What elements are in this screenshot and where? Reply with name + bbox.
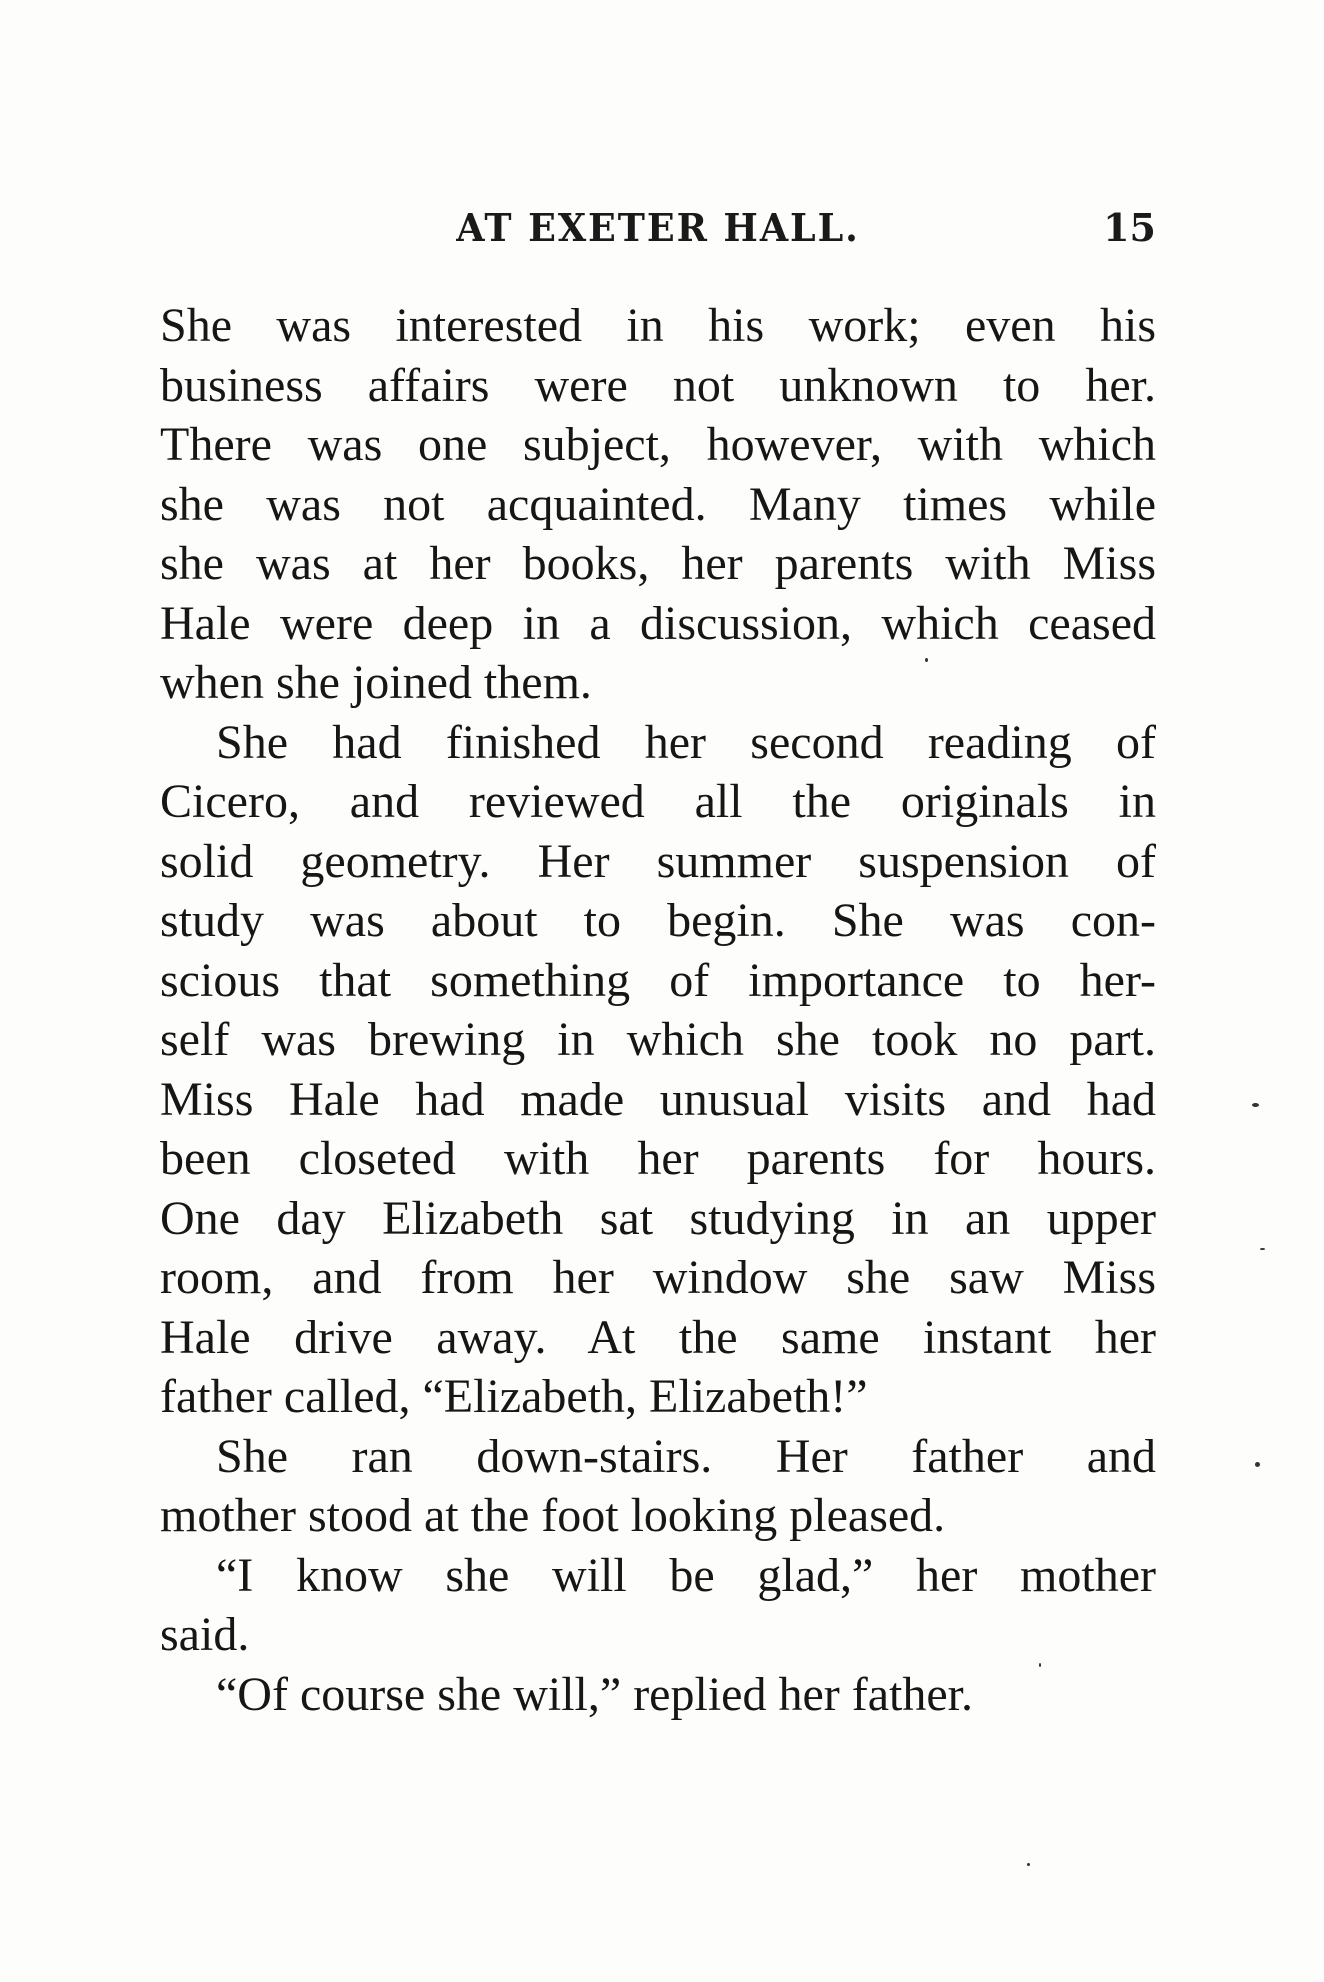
text-line: There was one subject, however, with which <box>160 418 1156 471</box>
text-line: Hale were deep in a discussion, which ceased <box>160 596 1156 650</box>
text-line: she was at her books, her parents with Miss <box>160 537 1156 590</box>
text-line: self was brewing in which she took no part. <box>160 1013 1156 1066</box>
ink-speck <box>1027 1863 1030 1866</box>
text-line: She was interested in his work; even his <box>160 299 1156 352</box>
text-line: been closeted with her parents for hours. <box>160 1132 1156 1185</box>
page-header <box>160 205 1156 265</box>
page-number: 15 <box>1103 205 1156 250</box>
text-line: mother stood at the foot looking pleased. <box>160 1489 946 1542</box>
text-line: when she joined them. <box>160 656 592 709</box>
text-line: said. <box>160 1608 250 1661</box>
body-text <box>160 296 1156 1724</box>
ink-speck <box>1252 1103 1259 1107</box>
text-line: she was not acquainted. Many times while <box>160 477 1156 531</box>
paragraph-start-line: She ran down-stairs. Her father and <box>216 1429 1156 1483</box>
ink-speck <box>1260 1248 1265 1250</box>
running-title: AT EXETER HALL. <box>456 205 860 250</box>
text-line: Cicero, and reviewed all the originals in <box>160 775 1156 828</box>
text-line: scious that something of importance to her- <box>160 953 1156 1007</box>
paragraph-start-line: She had finished her second reading of <box>216 715 1156 769</box>
text-line: business affairs were not unknown to her. <box>160 358 1156 412</box>
text-line: Hale drive away. At the same instant her <box>160 1310 1156 1364</box>
text-line: father called, “Elizabeth, Elizabeth!” <box>160 1370 868 1423</box>
ink-speck <box>1255 1462 1260 1467</box>
ink-speck <box>925 658 928 662</box>
text-line: solid geometry. Her summer suspension of <box>160 834 1156 888</box>
text-line: study was about to begin. She was con- <box>160 894 1156 947</box>
text-line: room, and from her window she saw Miss <box>160 1251 1156 1304</box>
text-line: One day Elizabeth sat studying in an upper <box>160 1191 1156 1245</box>
paragraph-start-line: “Of course she will,” replied her father. <box>216 1667 974 1721</box>
text-line: Miss Hale had made unusual visits and had <box>160 1072 1156 1126</box>
ink-speck <box>1039 1663 1041 1667</box>
paragraph-start-line: “I know she will be glad,” her mother <box>216 1548 1156 1602</box>
